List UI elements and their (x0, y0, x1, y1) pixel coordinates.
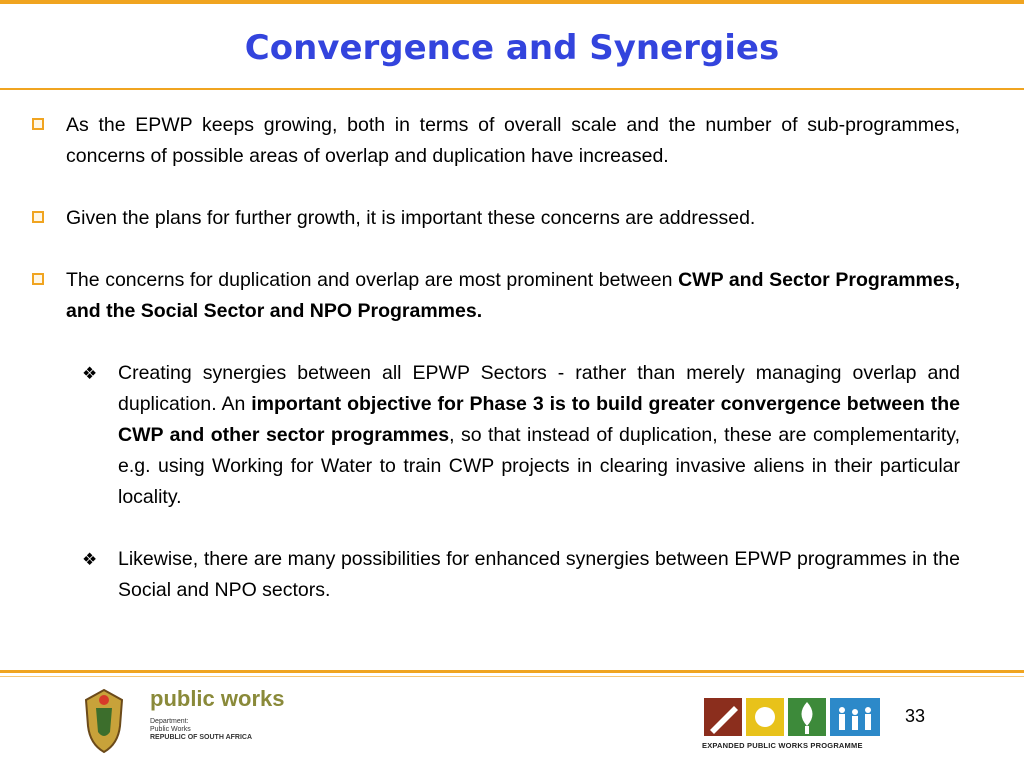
slide-title: Convergence and Synergies (244, 28, 780, 68)
bullet-bold-text: CWP and Sector Programmes, and the Social Sector and NPO Programmes. (66, 269, 961, 322)
footer-divider-thin (0, 676, 1024, 677)
bullet-item (30, 110, 960, 172)
department-subtitle (150, 718, 252, 742)
sub-bullet-text-end: , so that instead of duplication, these are complementarity, e.g. using Working for Water to train CWP projects in clearing invasive aliens in their particular locality. (118, 424, 960, 508)
sub-bullet-item (82, 358, 960, 513)
dept-line-1: Department: (150, 718, 189, 725)
diamond-bullet-icon: ❖ (82, 550, 98, 569)
bullet-item (30, 265, 960, 327)
square-bullet-icon (32, 273, 44, 285)
sub-bullet-text: Likewise, there are many possibilities for enhanced synergies between EPWP programmes in the Social and NPO sectors. (118, 548, 960, 601)
slide-body (30, 110, 960, 637)
square-bullet-icon (32, 211, 44, 223)
programme-label: EXPANDED PUBLIC WORKS PROGRAMME (702, 741, 863, 750)
footer-divider (0, 670, 1024, 673)
dept-line-3: REPUBLIC OF SOUTH AFRICA (150, 734, 253, 741)
department-name: public works (150, 686, 285, 711)
sub-bullet-bold-text: important objective for Phase 3 is to build greater convergence between the CWP and other sector programmes (118, 393, 960, 446)
dept-line-2: Public Works (150, 726, 191, 733)
title-divider (0, 88, 1024, 90)
page-number: 33 (905, 706, 926, 726)
bullet-text: As the EPWP keeps growing, both in terms of overall scale and the number of sub-programmes, concerns of possible areas of overlap and duplication have increased. (66, 114, 960, 167)
bullet-item (30, 203, 960, 234)
bullet-text: The concerns for duplication and overlap are most prominent between (66, 269, 679, 291)
diamond-bullet-icon: ❖ (82, 364, 98, 383)
coat-of-arms-logo (74, 686, 134, 756)
square-bullet-icon (32, 118, 44, 130)
sub-bullet-item (82, 544, 960, 606)
bullet-text: Given the plans for further growth, it is important these concerns are addressed. (66, 207, 756, 229)
top-accent-line (0, 0, 1024, 4)
sub-bullet-text: Creating synergies between all EPWP Sectors - rather than merely managing overlap and duplication. An (118, 362, 960, 415)
